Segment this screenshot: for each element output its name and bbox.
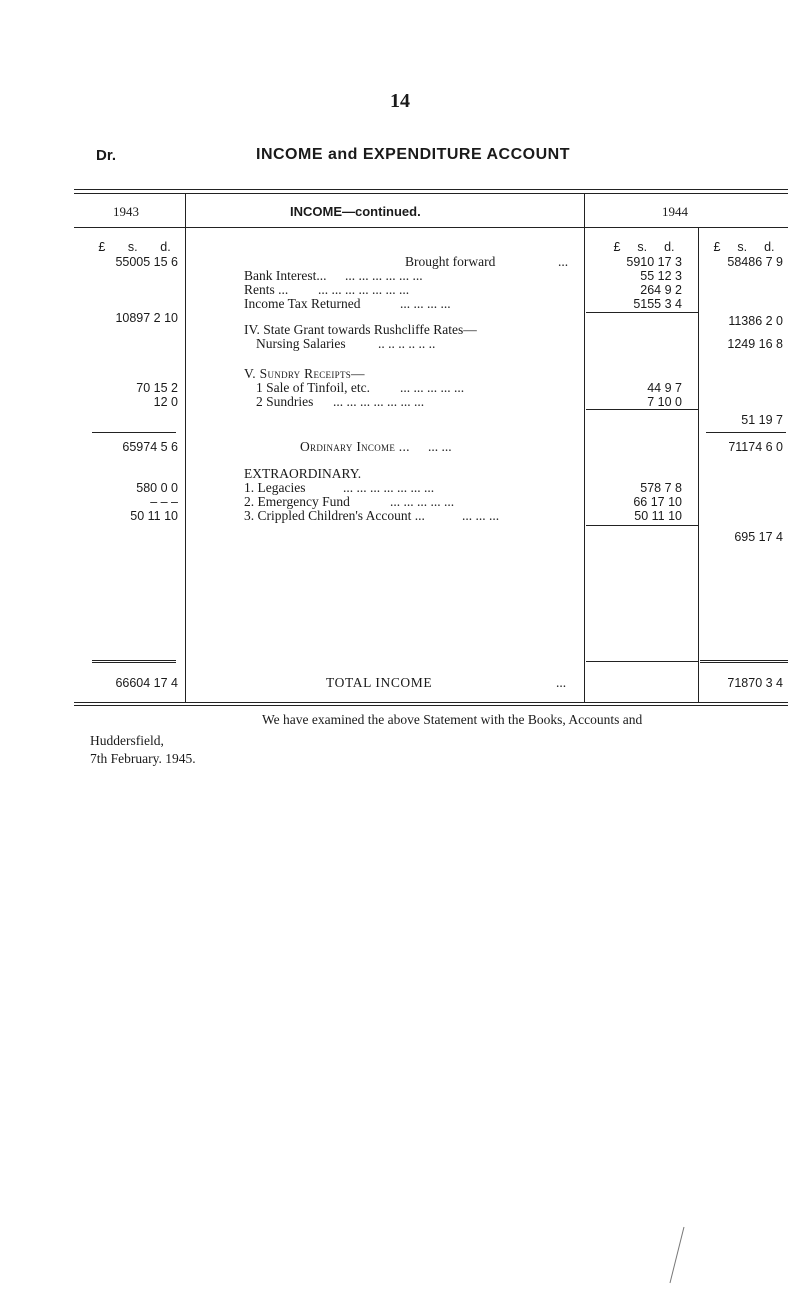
row-detail-amount: 44 9 7 <box>647 381 682 395</box>
row-label: V. Sundry Receipts— <box>244 366 365 381</box>
row-label: 2. Emergency Fund <box>244 494 350 509</box>
row-prev-amount: 10897 2 10 <box>115 311 178 325</box>
detail-total-rule <box>586 661 698 662</box>
row-total-amount: 51 19 7 <box>741 413 783 427</box>
row-prev-amount: 55005 15 6 <box>115 255 178 269</box>
year-prev-heading: 1943 <box>113 204 139 219</box>
audit-place: Huddersfield, <box>90 733 164 748</box>
row-prev-amount: 65974 5 6 <box>122 440 178 454</box>
row-detail-amount: 7 10 0 <box>647 395 682 409</box>
total-dots: ... <box>556 675 567 690</box>
row-dots: ... ... ... ... ... <box>390 494 455 509</box>
row-label: Rents ... <box>244 282 289 297</box>
column-divider-total <box>698 227 699 703</box>
row-label: 2 Sundries <box>256 394 314 409</box>
row-dots: ... ... ... <box>462 508 500 523</box>
total-total-rule <box>700 660 788 661</box>
prev-subtotal-rule <box>92 432 176 433</box>
prev-total-rule <box>92 660 176 661</box>
table-top-rule-double <box>74 193 788 194</box>
year-curr-heading: 1944 <box>662 204 688 219</box>
shillings-heading: s. <box>637 240 648 254</box>
row-dots: .. .. .. .. .. .. <box>378 336 436 351</box>
total-subtotal-rule <box>706 432 786 433</box>
row-total-amount: 1249 16 8 <box>727 337 783 351</box>
audit-date: 7th February. 1945. <box>90 751 196 766</box>
row-prev-amount: – – – <box>150 495 178 509</box>
page-title: INCOME and EXPENDITURE ACCOUNT <box>256 146 570 163</box>
header-rule <box>74 227 788 228</box>
row-label: Bank Interest... <box>244 268 327 283</box>
pence-heading: d. <box>160 240 171 254</box>
pence-heading: d. <box>764 240 775 254</box>
row-total-amount: 71174 6 0 <box>728 440 783 454</box>
row-detail-amount: 5155 3 4 <box>633 297 682 311</box>
detail-money-headings <box>605 240 683 254</box>
subtotal-rule <box>586 312 698 313</box>
row-detail-amount: 264 9 2 <box>640 283 682 297</box>
column-divider-prev <box>185 193 186 703</box>
row-prev-amount: 50 11 10 <box>130 509 178 523</box>
row-detail-amount: 50 11 10 <box>634 509 682 523</box>
total-income-label: TOTAL INCOME <box>326 675 433 690</box>
row-dots: ... ... ... ... ... ... ... <box>333 394 425 409</box>
row-label: IV. State Grant towards Rushcliffe Rates— <box>244 322 477 337</box>
row-detail-amount: 55 12 3 <box>640 269 682 283</box>
row-dots: ... <box>558 254 569 269</box>
row-label: Brought forward <box>405 254 496 269</box>
row-total-amount: 11386 2 0 <box>728 314 783 328</box>
total-money-headings <box>705 240 783 254</box>
pencil-mark <box>668 1225 688 1285</box>
row-detail-amount: 5910 17 3 <box>626 255 682 269</box>
total-income-amount: 71870 3 4 <box>727 676 783 690</box>
pounds-heading: £ <box>98 240 106 254</box>
row-label: 1 Sale of Tinfoil, etc. <box>256 380 370 395</box>
shillings-heading: s. <box>127 240 138 254</box>
row-label: EXTRAORDINARY. <box>244 466 362 481</box>
row-dots: ... ... ... ... ... ... <box>345 268 423 283</box>
row-prev-amount: 12 0 <box>153 395 178 409</box>
row-dots: ... ... <box>428 439 452 454</box>
table-top-rule <box>74 189 788 190</box>
row-detail-amount: 66 17 10 <box>633 495 682 509</box>
row-dots: ... ... ... ... ... ... ... <box>318 282 410 297</box>
row-dots: ... ... ... ... ... <box>400 380 465 395</box>
row-label-continued: Nursing Salaries <box>256 336 346 351</box>
row-label: 1. Legacies <box>244 480 306 495</box>
row-label: Ordinary Income ... <box>300 439 410 454</box>
shillings-heading: s. <box>737 240 748 254</box>
prev-total-rule-double <box>92 662 176 663</box>
audit-statement: We have examined the above Statement with the Books, Accounts and <box>262 712 643 727</box>
row-label: 3. Crippled Children's Account ... <box>244 508 425 523</box>
row-detail-amount: 578 7 8 <box>640 481 682 495</box>
page-number: 14 <box>390 90 410 112</box>
row-label: Income Tax Returned <box>244 296 361 311</box>
row-total-amount: 695 17 4 <box>734 530 783 544</box>
pounds-heading: £ <box>713 240 721 254</box>
row-total-amount: 58486 7 9 <box>727 255 783 269</box>
row-prev-amount: 70 15 2 <box>136 381 178 395</box>
total-prev-amount: 66604 17 4 <box>115 676 178 690</box>
table-bottom-rule <box>74 702 788 703</box>
prev-money-headings <box>87 240 182 254</box>
table-bottom-rule-double <box>74 705 788 706</box>
pounds-heading: £ <box>613 240 621 254</box>
row-prev-amount: 580 0 0 <box>136 481 178 495</box>
row-dots: ... ... ... ... ... ... ... <box>343 480 435 495</box>
row-dots: ... ... ... ... <box>400 296 451 311</box>
subtotal-rule <box>586 409 698 410</box>
total-total-rule-double <box>700 662 788 663</box>
subtotal-rule <box>586 525 698 526</box>
income-heading: INCOME—continued. <box>290 204 421 219</box>
debit-label: Dr. <box>96 147 117 164</box>
pence-heading: d. <box>664 240 675 254</box>
